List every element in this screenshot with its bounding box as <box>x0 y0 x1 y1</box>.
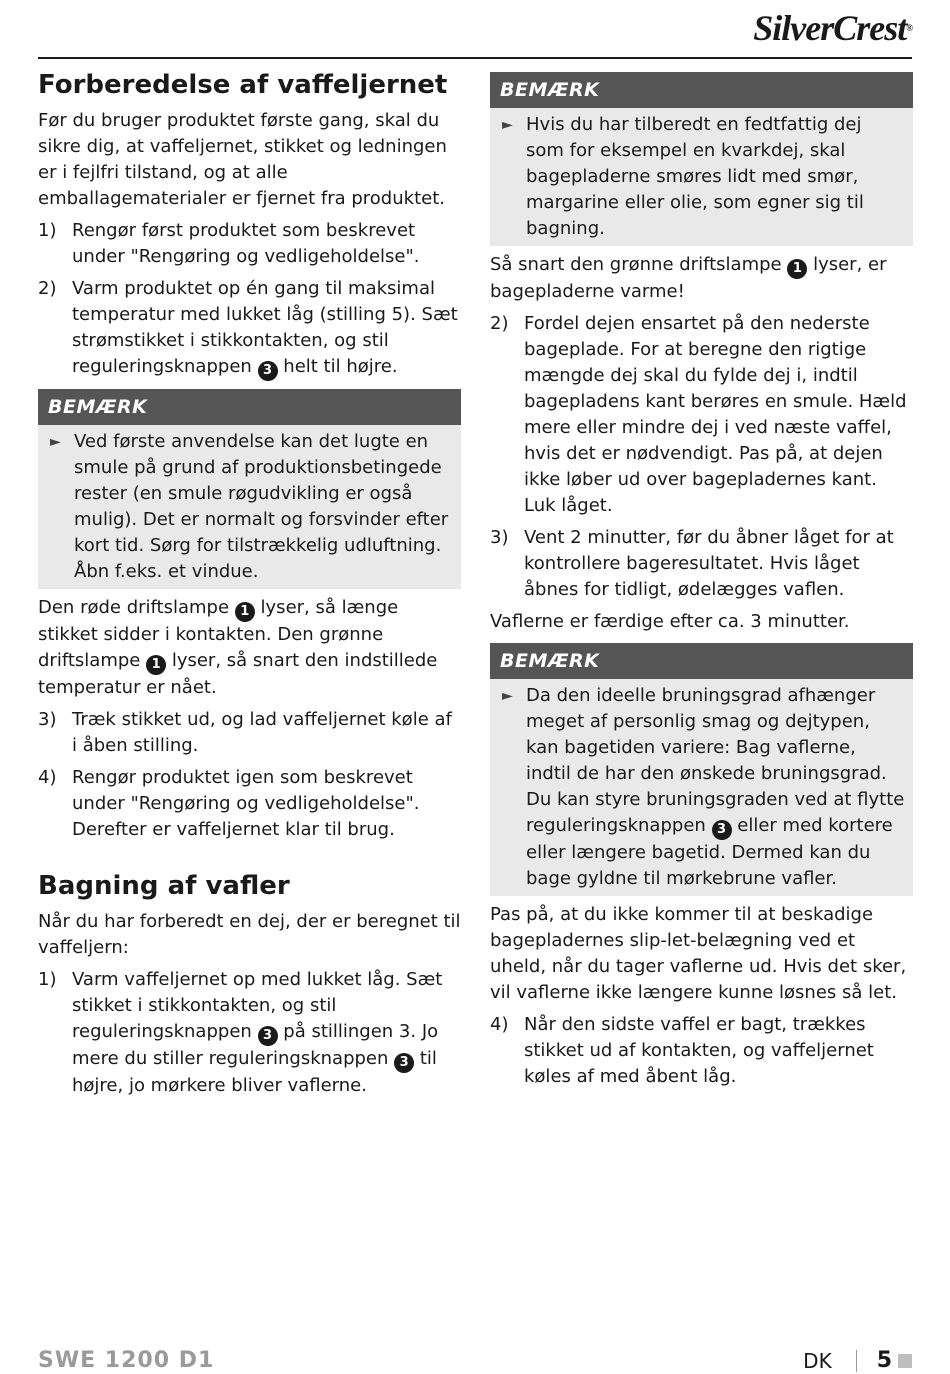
reference-number-icon: 3 <box>712 820 732 840</box>
triangle-bullet-icon: ► <box>502 117 513 133</box>
step-text: Rengør først produktet som beskrevet under "Rengøring og vedligeholdelse". <box>72 220 420 267</box>
done-paragraph: Vaflerne er færdige efter ca. 3 minutter. <box>490 611 850 632</box>
triangle-bullet-icon: ► <box>502 688 513 704</box>
preparation-steps <box>38 218 461 381</box>
triangle-bullet-icon: ► <box>50 434 61 450</box>
step-text: Vent 2 minutter, før du åbner låget for at kontrollere bageresultatet. Hvis låget åbnes for tidligt, ødelægges vaflen. <box>524 527 894 600</box>
footer-language: DK <box>803 1348 832 1373</box>
reference-number-icon: 3 <box>394 1053 414 1073</box>
footer-page-info <box>803 1348 912 1373</box>
reference-number-icon: 3 <box>258 1026 278 1046</box>
page-square-icon <box>898 1354 912 1368</box>
preparation-steps-continued <box>38 707 461 843</box>
lamp-paragraph: Den røde driftslampe 1 lyser, så længe stikket sidder i kontakten. Den grønne driftslampe 1 lyser, så snart den indstillede temperatur er nået. <box>38 597 438 698</box>
step-number: 1) <box>38 220 57 241</box>
step-text: Når den sidste vaffel er bagt, trækkes stikket ud af kontakten, og vaffeljernet køles af med åbent låg. <box>524 1014 874 1087</box>
footer-divider <box>856 1350 857 1372</box>
note-text: Ved første anvendelse kan det lugte en smule på grund af produktionsbetingede rester (en smule røgudvikling er også mulig). Det er normalt og forsvinder efter kort tid. Sørg for tilstrækkelig udluftning. Åbn f.eks. et vindue. <box>74 431 449 582</box>
step-number: 3) <box>38 709 57 730</box>
footer-model-number: SWE 1200 D1 <box>38 1348 215 1373</box>
note-body <box>38 425 461 589</box>
list-item <box>38 707 461 759</box>
list-item <box>38 765 461 843</box>
list-item <box>38 218 461 270</box>
reference-number-icon: 1 <box>146 655 166 675</box>
reference-number-icon: 1 <box>787 259 807 279</box>
step-number: 1) <box>38 969 57 990</box>
list-item <box>38 276 461 381</box>
green-lamp-paragraph: Så snart den grønne driftslampe 1 lyser, er bagepladerne varme! <box>490 254 887 302</box>
list-item <box>490 311 913 519</box>
note-box <box>490 72 913 246</box>
step-text: Træk stikket ud, og lad vaffeljernet køle af i åben stilling. <box>72 709 452 756</box>
note-text: eller med kortere eller længere bagetid. Dermed kan du bage gyldne til mørkebrune vafler. <box>526 815 893 889</box>
header-rule <box>38 57 912 59</box>
note-body <box>490 108 913 246</box>
step-number: 2) <box>38 278 57 299</box>
section-title-baking: Bagning af vafler <box>38 871 290 901</box>
left-column <box>38 66 461 1105</box>
note-box <box>38 389 461 589</box>
page-number: 5 <box>876 1348 892 1373</box>
reference-number-icon: 3 <box>258 361 278 381</box>
step-text: Varm vaffeljernet op med lukket låg. Sæt stikket i stikkontakten, og stil reguleringsknappen <box>72 969 443 1042</box>
step-text: på stillingen 3. Jo mere du stiller reguleringsknappen <box>72 1021 439 1069</box>
step-number: 4) <box>38 767 57 788</box>
step-number: 3) <box>490 527 509 548</box>
intro-paragraph: Før du bruger produktet første gang, skal du sikre dig, at vaffeljernet, stikket og ledningen er i fejlfri tilstand, og at alle emballagematerialer er fjernet fra produktet. <box>38 110 447 209</box>
baking-steps <box>38 967 461 1099</box>
note-text: Hvis du har tilberedt en fedtfattig dej som for eksempel en kvarkdej, skal bagepladerne smøres lidt med smør, margarine eller olie, som egner sig til bagning. <box>526 114 864 239</box>
final-steps <box>490 1012 913 1090</box>
note-body <box>490 679 913 896</box>
list-item <box>490 1012 913 1090</box>
note-heading: BEMÆRK <box>38 389 461 425</box>
step-number: 4) <box>490 1014 509 1035</box>
step-text: Rengør produktet igen som beskrevet under "Rengøring og vedligeholdelse". Derefter er vaffeljernet klar til brug. <box>72 767 420 840</box>
right-column <box>490 66 913 1096</box>
note-text: Da den ideelle bruningsgrad afhænger meget af personlig smag og dejtypen, kan bagetiden variere: Bag vaflerne, indtil de har den ønskede bruningsgrad. Du kan styre bruningsgraden ved at flytte reguleringsknappen <box>526 685 905 836</box>
list-item <box>38 967 461 1099</box>
step-text: til højre, jo mørkere bliver vaflerne. <box>72 1048 437 1096</box>
section-title-preparation: Forberedelse af vaffeljernet <box>38 70 448 100</box>
baking-steps-continued <box>490 311 913 603</box>
note-heading: BEMÆRK <box>490 72 913 108</box>
step-text: helt til højre. <box>283 356 398 377</box>
step-text: Varm produktet op én gang til maksimal temperatur med lukket låg (stilling 5). Sæt strømstikket i stikkontakten, og stil reguleringsknappen <box>72 278 458 377</box>
baking-intro: Når du har forberedt en dej, der er beregnet til vaffeljern: <box>38 911 461 958</box>
brand-logo: SilverCrest® <box>753 8 912 48</box>
step-number: 2) <box>490 313 509 334</box>
reference-number-icon: 1 <box>235 602 255 622</box>
list-item <box>490 525 913 603</box>
step-text: Fordel dejen ensartet på den nederste bageplade. For at beregne den rigtige mængde dej skal du fylde dej i, indtil bagepladens kant berøres en smule. Hæld mere eller mindre dej i ved næste vaffel, hvis det er nødvendigt. Pas på, at dejen ikke løber ud over bagepladernes kant. Luk låget. <box>524 313 907 516</box>
coating-paragraph: Pas på, at du ikke kommer til at beskadige bagepladernes slip-let-belægning ved et uheld, når du tager vaflerne ud. Hvis det sker, vil vaflerne ikke længere kunne løsnes så let. <box>490 904 907 1003</box>
note-box <box>490 643 913 896</box>
note-heading: BEMÆRK <box>490 643 913 679</box>
